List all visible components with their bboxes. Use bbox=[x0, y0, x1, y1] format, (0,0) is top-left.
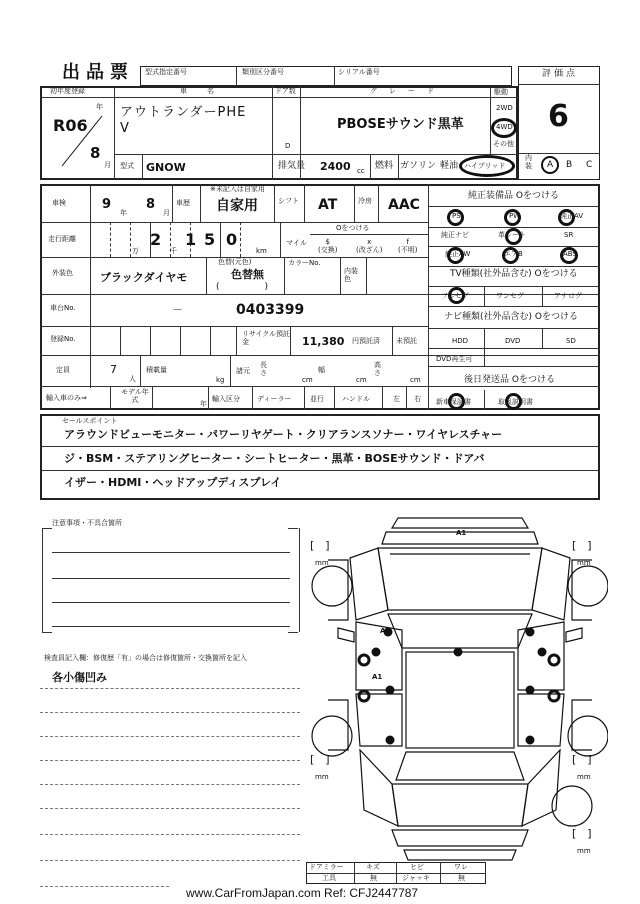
equip-airbag-circle bbox=[502, 247, 519, 264]
interior-a-circle bbox=[541, 156, 559, 174]
inspector-label: 検査員記入欄：修復歴「有」の場合は修復箇所・交換箇所を記入 bbox=[44, 654, 247, 662]
bracket-rl: [ ] bbox=[310, 753, 330, 766]
car-name-line2: V bbox=[120, 121, 129, 136]
model-value: GNOW bbox=[146, 161, 186, 174]
length-label: 長さ bbox=[260, 361, 267, 377]
bracket-fl: [ ] bbox=[310, 539, 330, 552]
later-title: 後日発送品 Oをつける bbox=[464, 375, 555, 385]
equip-airbag: エアB bbox=[504, 250, 523, 258]
height-label: 高さ bbox=[374, 361, 381, 377]
aircon-value: AAC bbox=[388, 197, 420, 213]
mm-rear-right: mm bbox=[577, 773, 591, 781]
length-cm: cm bbox=[302, 376, 313, 384]
import-type-dealer: ディーラー bbox=[257, 395, 292, 403]
watermark: www.CarFromJapan.com Ref: CFJ2447787 bbox=[186, 886, 419, 900]
caution-box bbox=[42, 528, 300, 632]
interior-color-label: 内装色 bbox=[344, 267, 358, 284]
tv-oneseg: ワンセグ bbox=[496, 292, 524, 300]
mileage-digits bbox=[90, 222, 276, 257]
recycle-value: 11,380 bbox=[302, 335, 345, 348]
tv-analog: アナログ bbox=[554, 292, 582, 300]
navi-hdd: HDD bbox=[452, 337, 469, 345]
inspection-year-unit: 年 bbox=[120, 209, 127, 217]
shift-label: シフト bbox=[278, 197, 299, 205]
later-manual: 取扱説明書 bbox=[498, 398, 533, 406]
navi-dvd: DVD bbox=[505, 337, 521, 345]
dims-label: 諸元 bbox=[236, 367, 250, 375]
grade-label: グレード bbox=[370, 87, 446, 95]
equip-ps-circle bbox=[447, 209, 464, 226]
shift-value: AT bbox=[318, 197, 338, 213]
serial-number-label: シリアル番号 bbox=[338, 68, 380, 76]
damage-mark-front: A1 bbox=[456, 529, 467, 537]
month-value: 8 bbox=[90, 144, 101, 162]
equip-av: 純正AV bbox=[560, 212, 584, 220]
equip-abs-circle bbox=[560, 247, 578, 264]
displacement-value: 2400 bbox=[320, 160, 351, 173]
registration-label: 登録No. bbox=[50, 335, 76, 343]
caution-label: 注意事項・不具合箇所 bbox=[52, 519, 122, 527]
year-label: 初年度登録 bbox=[50, 87, 85, 95]
mileage-unit-km: km bbox=[256, 247, 267, 255]
month-unit: 月 bbox=[104, 161, 111, 169]
equip-pw-circle bbox=[504, 209, 521, 226]
chassis-value: 0403399 bbox=[236, 302, 305, 318]
color-change-value: 色替無 bbox=[231, 268, 264, 281]
import-type-parallel: 並行 bbox=[310, 395, 324, 403]
mileage-digit-1: 2 bbox=[150, 230, 162, 249]
use-note: ※未記入は自家用 bbox=[210, 185, 265, 193]
tv-fullseg-circle bbox=[448, 287, 465, 304]
bracket-rr: [ ] bbox=[572, 753, 592, 766]
handle-left: 左 bbox=[393, 395, 400, 403]
score-label: 評価点 bbox=[542, 69, 579, 79]
mm-rear-left: mm bbox=[315, 773, 329, 781]
tool-value: 無 bbox=[370, 874, 377, 882]
displacement-unit: cc bbox=[357, 167, 365, 175]
height-cm: cm bbox=[410, 376, 421, 384]
type-designation-label: 型式指定番号 bbox=[145, 68, 187, 76]
chassis-label: 車台No. bbox=[50, 304, 76, 312]
mileage-digit-4: 0 bbox=[226, 230, 238, 249]
interior-grade-c: C bbox=[586, 160, 593, 170]
fuel-gasoline: ガソリン bbox=[400, 161, 437, 171]
mileage-type-unknown: f (不明) bbox=[398, 238, 418, 255]
fuel-hybrid: ハイブリッド bbox=[464, 162, 506, 170]
mileage-type-label: マイル bbox=[286, 239, 307, 247]
mm-spare: mm bbox=[577, 847, 591, 855]
load-unit: kg bbox=[216, 376, 225, 384]
car-damage-diagram bbox=[308, 510, 608, 870]
color-no-label: カラーNo. bbox=[288, 259, 321, 267]
mirror-header-2: ヒビ bbox=[410, 863, 424, 871]
car-name-label: 車名 bbox=[180, 87, 234, 95]
mirror-header-3: ワレ bbox=[454, 863, 468, 871]
fuel-diesel: 軽油 bbox=[440, 161, 459, 171]
tv-fullseg: フルセグ bbox=[441, 292, 469, 300]
year-unit: 年 bbox=[96, 103, 103, 111]
equip-aw: 純正AW bbox=[445, 250, 471, 258]
tool-label: 工具 bbox=[322, 874, 336, 882]
capacity-value: 7 bbox=[110, 363, 117, 376]
import-label: 輸入車のみ⇒ bbox=[46, 394, 87, 402]
equip-leather-circle bbox=[505, 228, 522, 245]
mileage-unit-sen: 千 bbox=[170, 247, 177, 255]
inspection-label: 車検 bbox=[52, 199, 66, 207]
aircon-label: 冷房 bbox=[358, 197, 372, 205]
model-year-unit: 年 bbox=[200, 400, 207, 408]
doors-d: D bbox=[285, 142, 291, 150]
equip-av-circle bbox=[558, 209, 575, 226]
color-value: ブラックダイヤモ bbox=[100, 271, 188, 284]
handle-label: ハンドル bbox=[342, 395, 370, 403]
jack-label: ジャッキ bbox=[402, 874, 430, 882]
sales-label: セールスポイント bbox=[62, 417, 118, 425]
page-title: 出品票 bbox=[62, 62, 134, 83]
interior-label: 内装 bbox=[525, 154, 532, 170]
jack-value: 無 bbox=[458, 874, 465, 882]
later-warranty-circle bbox=[448, 393, 465, 410]
mirror-header-0: ドアミラー bbox=[309, 863, 344, 871]
drive-4wd-circle bbox=[491, 118, 517, 138]
mileage-type-exchanged: $ (交換) bbox=[318, 238, 338, 255]
mm-front-left: mm bbox=[315, 559, 329, 567]
drive-2wd: 2WD bbox=[496, 104, 513, 112]
use-value: 自家用 bbox=[216, 198, 258, 214]
drive-4wd: 4WD bbox=[496, 123, 513, 131]
category-number-label: 類別区分番号 bbox=[242, 68, 284, 76]
grade-value: PBOSEサウンド黒革 bbox=[337, 117, 464, 132]
model-label: 型式 bbox=[120, 162, 134, 170]
equip-pw: PW bbox=[509, 212, 521, 220]
equip-sr: SR bbox=[564, 231, 574, 239]
color-label: 外装色 bbox=[52, 269, 73, 277]
recycle-unpaid: 未預託 bbox=[396, 337, 417, 345]
equip-ps: PS bbox=[452, 212, 461, 220]
recycle-label: リサイクル預託金 bbox=[242, 330, 291, 347]
score-value: 6 bbox=[548, 99, 569, 134]
sales-line-2: ジ・BSM・ステアリングヒーター・シートヒーター・黒革・BOSEサウンド・ドアバ bbox=[64, 452, 485, 465]
bracket-spare: [ ] bbox=[572, 827, 592, 840]
mm-front-right: mm bbox=[577, 559, 591, 567]
displacement-label: 排気量 bbox=[278, 161, 306, 171]
later-manual-circle bbox=[505, 393, 522, 410]
mileage-digit-3: 5 bbox=[204, 230, 216, 249]
inspection-month: 8 bbox=[146, 197, 156, 212]
mileage-circle-label: Oをつける bbox=[336, 224, 370, 232]
sales-line-3: イザー・HDMI・ヘッドアップディスプレイ bbox=[64, 476, 282, 489]
color-change-label: 色替(元色) bbox=[218, 258, 252, 266]
inspector-text: 各小傷凹み bbox=[52, 671, 107, 684]
sales-line-1: アラウンドビューモニター・パワーリヤゲート・クリアランスソナー・ワイヤレスチャー bbox=[64, 428, 503, 441]
damage-mark-door-front: A1 bbox=[380, 627, 391, 635]
load-label: 積載量 bbox=[146, 366, 167, 374]
recycle-unit: 円預託済 bbox=[352, 337, 380, 345]
width-label: 幅 bbox=[318, 366, 325, 374]
bracket-fr: [ ] bbox=[572, 539, 592, 552]
capacity-label: 定員 bbox=[56, 366, 70, 374]
equip-leather: 革シート bbox=[498, 231, 526, 239]
mileage-digit-2: 1 bbox=[185, 230, 197, 249]
use-label: 車歴 bbox=[176, 199, 190, 207]
chassis-dash: － bbox=[172, 303, 183, 316]
damage-mark-door-rear: A1 bbox=[372, 673, 383, 681]
tv-title: TV種類(社外品含む) Oをつける bbox=[450, 269, 578, 279]
equipment-title: 純正装備品 Oをつける bbox=[468, 191, 559, 201]
navi-sd: SD bbox=[566, 337, 576, 345]
fuel-hybrid-circle bbox=[459, 155, 515, 177]
import-type-label: 輸入区分 bbox=[212, 395, 240, 403]
inspection-year: 9 bbox=[102, 197, 112, 212]
year-value: R06 bbox=[53, 116, 88, 135]
mileage-type-altered: x (改ざん) bbox=[356, 238, 383, 255]
handle-right: 右 bbox=[414, 395, 421, 403]
width-cm: cm bbox=[356, 376, 367, 384]
car-name-line1: アウトランダーPHE bbox=[120, 105, 247, 120]
color-paren: ( ) bbox=[216, 282, 269, 292]
model-year-label: モデル年式 bbox=[121, 388, 149, 404]
fuel-label: 燃料 bbox=[375, 161, 394, 171]
mirror-header-1: キズ bbox=[366, 863, 380, 871]
drive-label: 駆動 bbox=[494, 88, 508, 96]
drive-other: その他 bbox=[493, 140, 514, 148]
inspection-month-unit: 月 bbox=[163, 209, 170, 217]
capacity-unit: 人 bbox=[129, 375, 136, 383]
header-id-box bbox=[140, 66, 512, 86]
navi-title: ナビ種類(社外品含む) Oをつける bbox=[444, 312, 578, 322]
equip-navi: 純正ナビ bbox=[441, 231, 469, 239]
equip-abs: ABS bbox=[563, 250, 577, 258]
mileage-unit-man: 万 bbox=[132, 247, 139, 255]
doors-label: ドア数 bbox=[275, 87, 296, 95]
interior-grade-b: B bbox=[566, 160, 573, 170]
mileage-label: 走行距離 bbox=[48, 235, 76, 243]
equip-aw-circle bbox=[447, 247, 464, 264]
interior-grade-a: A bbox=[547, 160, 554, 170]
later-warranty: 新車保証書 bbox=[436, 398, 471, 406]
dvd-playback: DVD再生可 bbox=[436, 355, 473, 363]
